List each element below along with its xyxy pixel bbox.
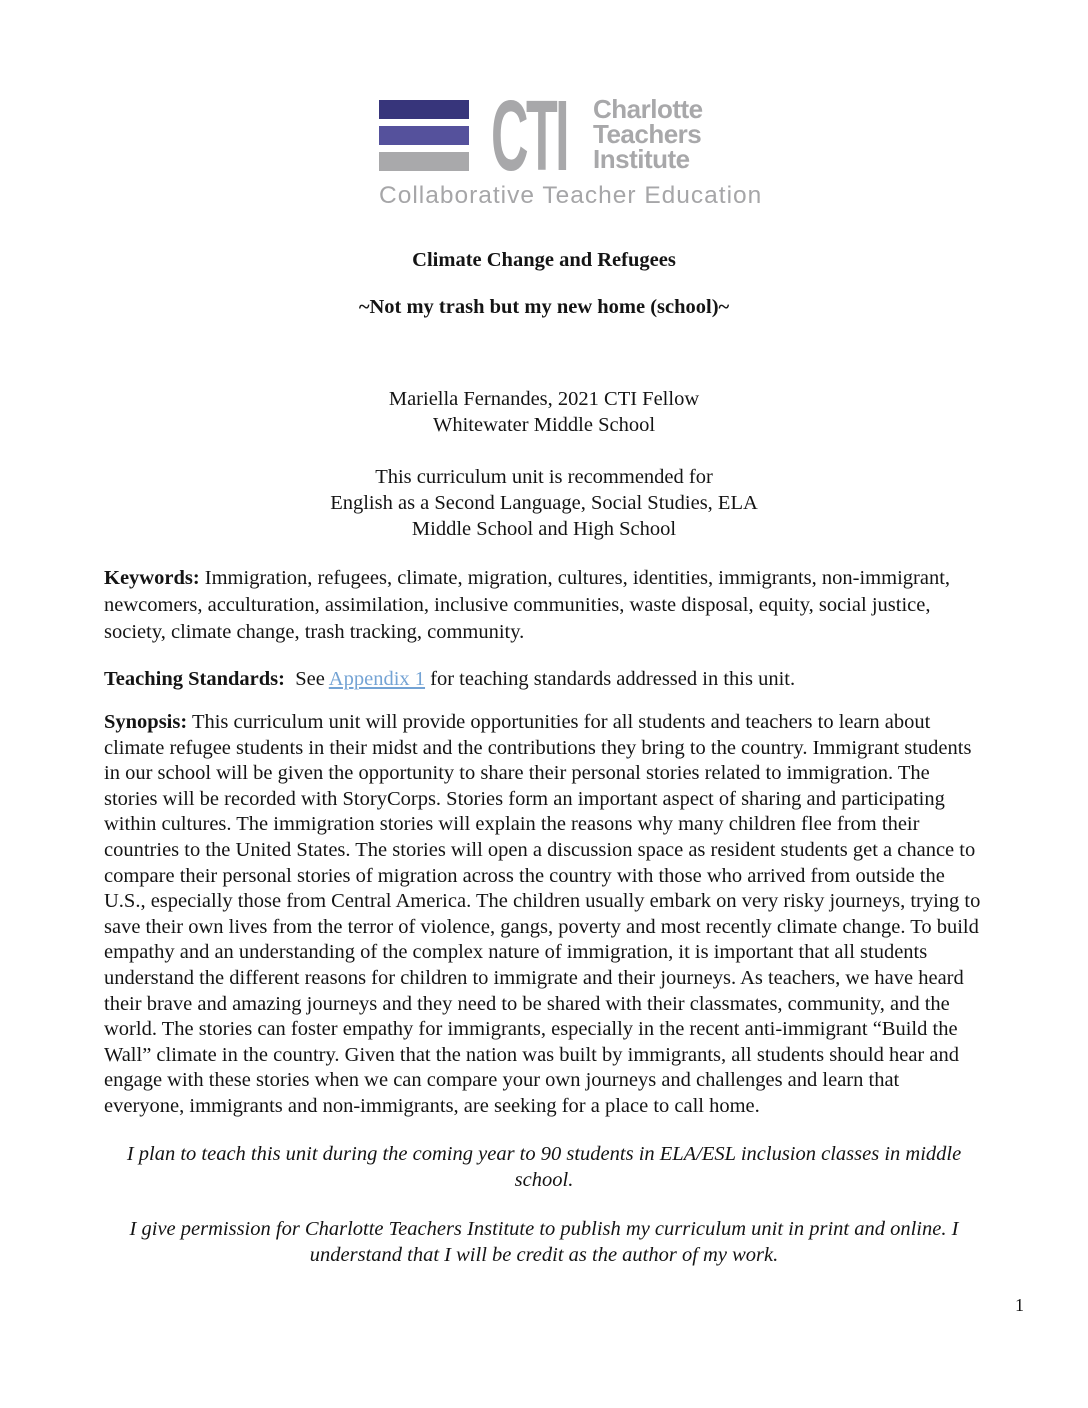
page-subtitle: ~Not my trash but my new home (school)~	[358, 296, 730, 318]
keywords-text: Immigration, refugees, climate, migration, cultures, identities, immigrants, non-immigrant, newcomers, acculturation, assimilation, inclusive communities, waste disposal, equity, social justice, society, climate change, trash tracking, community.	[104, 567, 951, 643]
logo-bar-middle	[379, 126, 469, 145]
cti-logo-row	[379, 80, 739, 192]
keywords-paragraph	[104, 565, 984, 646]
synopsis-text: This curriculum unit will provide opportunities for all students and teachers to learn about climate refugee students in their midst and the contributions they bring to the country. Immigrant students in our school will be given the opportunity to share their personal stories related to immigration. The stories will be recorded with StoryCorps. Stories form an important aspect of sharing and participating within cultures. The immigration stories will explain the reasons why many children flee from their countries to the United States. The stories will open a discussion space as resident students get a chance to compare their personal stories of migration across the country with those who arrived from outside the U.S., especially those from Central America. The children usually embark on very risky journeys, trying to save their own lives from the terror of violence, gangs, poverty and most recently climate change. To build empathy and an understanding of the complex nature of immigration, it is important that all students understand the different reasons for children to immigrate and their journeys. As teachers, we have heard their brave and amazing journeys and they need to be shared with their classmates, community, and the world. The stories can foster empathy for immigrants, especially in the recent anti-immigrant “Build the Wall” climate in the country. Given that the nation was built by immigrants, all students should hear and engage with these stories when we can compare your own journeys and challenges and learn that everyone, immigrants and non-immigrants, are seeking for a place to call home.	[104, 711, 981, 1117]
cti-name-line1: Charlotte	[593, 94, 703, 124]
teaching-standards-pre: See	[284, 668, 329, 690]
recommended-line2: English as a Second Language, Social Studies, ELA	[330, 492, 758, 514]
appendix-1-link[interactable]: Appendix 1	[328, 668, 426, 690]
author-name: Mariella Fernandes, 2021 CTI Fellow	[388, 388, 700, 410]
cti-acronym: CTI	[491, 80, 567, 192]
permission-note: I give permission for Charlotte Teachers Institute to publish my curriculum unit in print and online. I understand that I will be credit as the author of my work.	[129, 1217, 959, 1266]
logo-bar-top	[379, 100, 469, 119]
recommended-line3: Middle School and High School	[411, 518, 677, 540]
author-school: Whitewater Middle School	[432, 414, 656, 436]
cti-name-line3: Institute	[593, 144, 690, 174]
recommended-block	[104, 464, 984, 542]
recommended-line1: This curriculum unit is recommended for	[375, 466, 713, 488]
teaching-standards-label: Teaching Standards:	[104, 668, 285, 690]
page-number: 1	[1015, 1295, 1024, 1315]
page-title: Climate Change and Refugees	[412, 249, 676, 271]
author-block	[104, 386, 984, 438]
keywords-label: Keywords:	[104, 567, 200, 589]
cti-name-line2: Teachers	[593, 119, 702, 149]
cti-logo	[379, 80, 763, 209]
synopsis-paragraph	[104, 710, 984, 1120]
teaching-standards-post: for teaching standards addressed in this unit.	[425, 668, 796, 690]
teaching-plan-note: I plan to teach this unit during the coming year to 90 students in ELA/ESL inclusion classes in middle school.	[126, 1142, 962, 1191]
cti-institute-name	[593, 94, 703, 174]
logo-bar-bottom	[379, 152, 469, 171]
cti-logo-bars-icon	[379, 100, 469, 171]
teaching-standards-paragraph	[104, 666, 984, 692]
synopsis-label: Synopsis:	[104, 711, 188, 733]
cti-tagline: Collaborative Teacher Education	[379, 182, 763, 209]
